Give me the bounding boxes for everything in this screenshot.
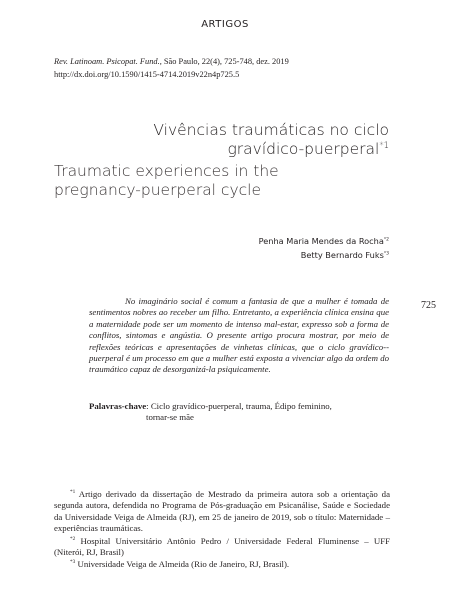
footnote-1: $^{*1}$ Artigo derivado da dissertação de Mestrado da primeira autora sob a orientação da segunda autora, defendida no Programa de Pós-graduação em Psicanálise, Saúde e Sociedade da Universidade Veiga de Almeida (RJ), em 25 de janeiro de 2019, sob o título: Maternidade – experiências traumáticas. [54, 489, 390, 534]
journal-name: Rev. Latinoam. Psicopat. Fund. [54, 57, 160, 66]
title-pt-line2: gravídico-puerperal$^{*1}$ [227, 140, 389, 158]
footnote-2: $^{*2}$ Hospital Universitário Antônio Pedro / Universidade Federal Fluminense – UFF (Niterói, RJ, Brasil) [54, 535, 390, 558]
keywords-line1: : Ciclo gravídico-puerperal, trauma, Édipo feminino, [146, 401, 332, 411]
footnote-3: $^{*3}$ Universidade Veiga de Almeida (Rio de Janeiro, RJ, Brasil). [70, 559, 290, 570]
page-number: 725 [421, 300, 436, 311]
footnote-2-mark: *2 [70, 535, 76, 542]
footnote-1-mark: *1 [70, 489, 76, 496]
footnote-3-mark: *3 [70, 559, 76, 566]
footnotes [54, 489, 390, 572]
keywords-line2: tornar-se mãe [146, 412, 194, 423]
keywords-label: Palavras-chave [89, 401, 147, 411]
article-title-english [54, 162, 279, 200]
section-header: ARTIGOS [201, 19, 249, 30]
author-list [259, 234, 389, 262]
title-footnote-mark[interactable]: *1 [379, 140, 389, 151]
doi-link[interactable]: http://dx.doi.org/10.1590/1415-4714.2019v22n4p725.5 [54, 70, 240, 79]
article-title-portuguese [153, 121, 389, 159]
author-2: Betty Bernardo Fuks$^{*3}$ [300, 250, 389, 260]
citation-block [54, 55, 289, 81]
keywords [89, 401, 389, 424]
citation-details: , São Paulo, 22(4), 725-748, dez. 2019 [159, 57, 289, 66]
title-pt-line1: Vivências traumáticas no ciclo [153, 121, 389, 139]
citation-line [54, 55, 289, 68]
title-en-line2: pregnancy-puerperal cycle [54, 181, 261, 199]
author-1-mark[interactable]: *2 [383, 237, 389, 243]
author-1: Penha Maria Mendes da Rocha$^{*2}$ [258, 236, 389, 246]
title-en-line1: Traumatic experiences in the [54, 162, 279, 180]
abstract: No imaginário social é comum a fantasia de que a mulher é tomada de sentimentos nobres ao receber um filho. Entretanto, a experiência clínica ensina que a maternidade pode ser um momento de intenso mal-estar, expresso sob a forma de conflitos, sintomas e angústia. O presente artigo procura mostrar, por meio de reflexões teóricas e apresentações de vinhetas clínicas, que o ciclo gravídico--puerperal é um processo em que a mulher está exposta a vivenciar algo da ordem do traumático capaz de desorganizá-la psiquicamente. [89, 296, 389, 375]
author-2-mark[interactable]: *3 [383, 251, 389, 257]
